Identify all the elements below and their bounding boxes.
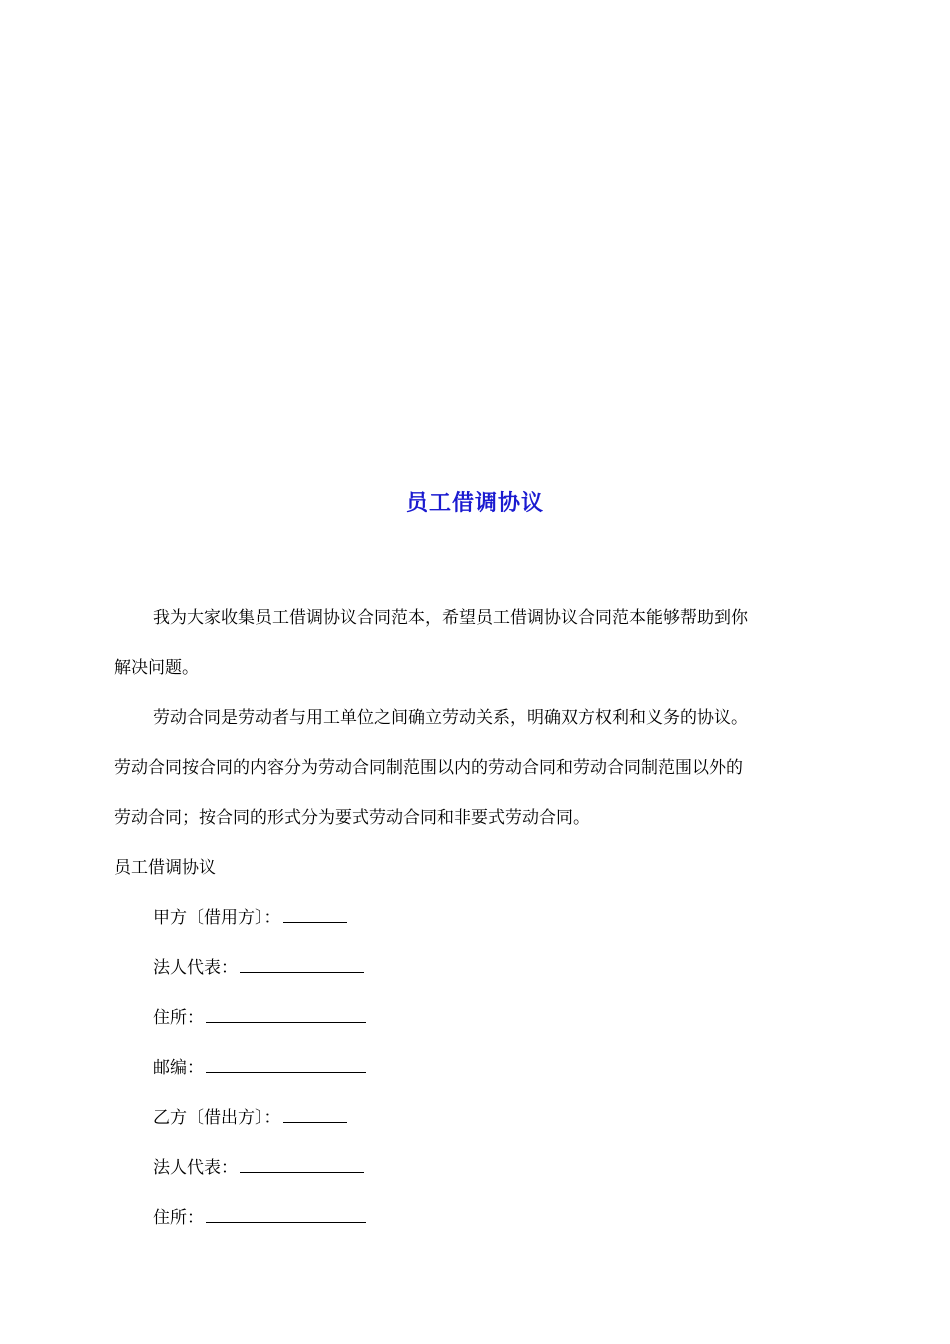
field-label: 住所： (153, 1008, 204, 1028)
legal-rep-a-blank-field[interactable] (240, 956, 364, 973)
field-label: 乙方〔借出方〕： (153, 1108, 281, 1128)
field-postcode-a (153, 1056, 366, 1080)
field-address-b (153, 1206, 366, 1230)
field-label: 邮编： (153, 1058, 204, 1078)
intro-paragraph-line-2: 解决问题。 (114, 658, 199, 678)
agreement-subtitle: 员工借调协议 (114, 858, 216, 878)
legal-rep-b-blank-field[interactable] (240, 1156, 364, 1173)
field-label: 住所： (153, 1208, 204, 1228)
intro-paragraph-line-1: 我为大家收集员工借调协议合同范本，希望员工借调协议合同范本能够帮助到你 (153, 608, 748, 628)
field-label: 甲方〔借用方〕： (153, 908, 281, 928)
field-legal-rep-a (153, 956, 364, 980)
field-legal-rep-b (153, 1156, 364, 1180)
postcode-a-blank-field[interactable] (206, 1056, 366, 1073)
party-b-blank-field[interactable] (283, 1106, 347, 1123)
party-a-blank-field[interactable] (283, 906, 347, 923)
address-a-blank-field[interactable] (206, 1006, 366, 1023)
definition-paragraph-line-1: 劳动合同是劳动者与用工单位之间确立劳动关系，明确双方权利和义务的协议。 (153, 708, 748, 728)
address-b-blank-field[interactable] (206, 1206, 366, 1223)
definition-paragraph-line-2: 劳动合同按合同的内容分为劳动合同制范围以内的劳动合同和劳动合同制范围以外的 (114, 758, 743, 778)
field-party-a (153, 906, 347, 930)
field-party-b (153, 1106, 347, 1130)
field-address-a (153, 1006, 366, 1030)
document-title: 员工借调协议 (405, 490, 544, 516)
field-label: 法人代表： (153, 1158, 238, 1178)
field-label: 法人代表： (153, 958, 238, 978)
definition-paragraph-line-3: 劳动合同；按合同的形式分为要式劳动合同和非要式劳动合同。 (114, 808, 590, 828)
